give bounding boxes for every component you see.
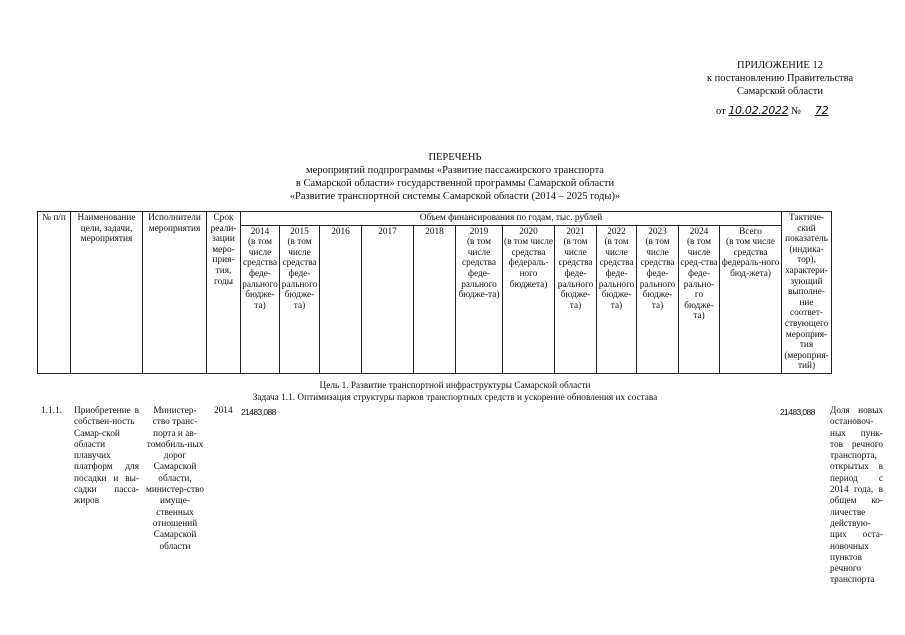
year-header: 2022 (в том числе средства феде-рального бюдже-та) bbox=[597, 225, 637, 373]
year-header: 2024 (в том числе сред-ства феде-рально-го бюдже-та) bbox=[679, 225, 720, 373]
year-header: 2021 (в том числе средства феде-рального бюдже-та) bbox=[555, 225, 597, 373]
row-amount-2014: 21483,088 bbox=[241, 407, 276, 417]
year-header: 2016 bbox=[320, 225, 362, 373]
year-header: 2019 (в том числе средства феде-рального бюдже-та) bbox=[456, 225, 503, 373]
col-header-indicator: Тактиче-ский показатель (индика-тор), характери-зующий выполне-ние соответ-ствующего мероприя-тия (мероприя-тий) bbox=[782, 212, 832, 374]
row-indicator: Доля новых остановоч-ных пунк-тов речного транспорта, открытых в период с 2014 года, в общем ко-личестве действую-щих оста-новочных пунктов речного транспорта bbox=[830, 406, 883, 586]
row-name: Приобретение в собствен-ность Самар-ской области плавучих платформ для посадки и вы-садки пасса-жиров bbox=[74, 406, 139, 507]
decree-date-number bbox=[716, 104, 840, 117]
title-line-4: «Развитие транспортной системы Самарской области (2014 – 2025 годы)» bbox=[289, 191, 621, 202]
appendix-header bbox=[690, 59, 870, 98]
total-header: Всего (в том числе средства федераль-ного бюд-жета) bbox=[720, 225, 782, 373]
appendix-title: ПРИЛОЖЕНИЕ 12 bbox=[737, 60, 823, 71]
col-header-num: № п/п bbox=[38, 212, 71, 374]
title-heading: ПЕРЕЧЕНЬ bbox=[428, 152, 482, 163]
col-header-term: Срок реали-зации меро-прия-тия, годы bbox=[207, 212, 241, 374]
handwritten-number: 72 bbox=[814, 104, 829, 117]
year-header: 2015 (в том числе средства феде-рального бюдже-та) bbox=[280, 225, 320, 373]
document-title bbox=[260, 151, 650, 203]
funding-table-header bbox=[37, 211, 832, 374]
goal-heading: Цель 1. Развитие транспортной инфраструктуры Самарской области bbox=[319, 381, 591, 391]
appendix-region: Самарской области bbox=[737, 86, 823, 97]
task-heading: Задача 1.1. Оптимизация структуры парков транспортных средств и ускорение обновления их состава bbox=[252, 393, 658, 403]
year-header: 2018 bbox=[414, 225, 456, 373]
from-label: от bbox=[716, 106, 726, 117]
title-line-2: мероприятий подпрограммы «Развитие пассажирского транспорта bbox=[306, 165, 604, 176]
appendix-decree: к постановлению Правительства bbox=[706, 73, 854, 84]
title-line-3: в Самарской области» государственной программы Самарской области bbox=[295, 178, 615, 189]
col-header-name: Наименование цели, задачи, мероприятия bbox=[71, 212, 143, 374]
row-term: 2014 bbox=[214, 406, 233, 416]
number-label: № bbox=[790, 106, 801, 117]
year-header: 2020 (в том числе средства федераль-ного бюджета) bbox=[503, 225, 555, 373]
handwritten-date: 10.02.2022 bbox=[728, 104, 789, 117]
col-header-executor: Исполнители мероприятия bbox=[143, 212, 207, 374]
year-header: 2014 (в том числе средства феде-рального бюдже-та) bbox=[241, 225, 280, 373]
year-header: 2023 (в том числе средства феде-рального бюдже-та) bbox=[637, 225, 679, 373]
col-header-funding: Объем финансирования по годам, тыс. рублей bbox=[241, 212, 782, 226]
row-number: 1.1.1. bbox=[41, 406, 62, 416]
row-executor: Министер-ство транс-порта и ав-томобиль-ных дорог Самарской области, министер-ство имуще-ственных отношений Самарской области bbox=[145, 406, 205, 552]
row-amount-total: 21483,088 bbox=[780, 407, 815, 417]
year-header: 2017 bbox=[362, 225, 414, 373]
